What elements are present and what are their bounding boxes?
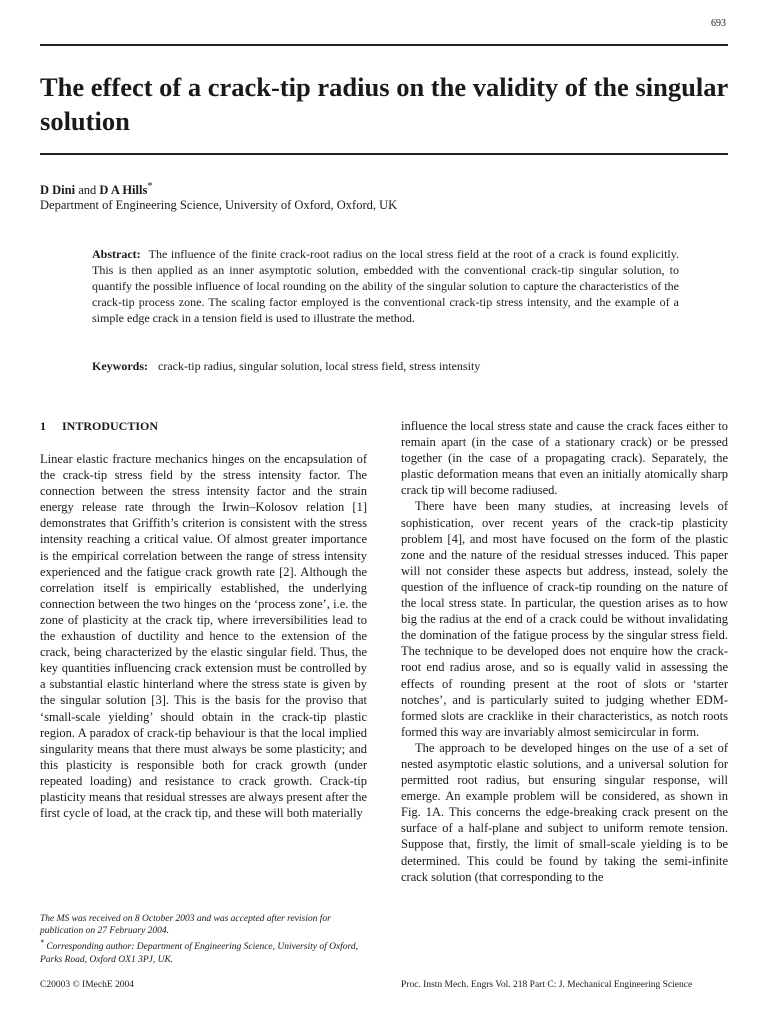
title-rule: [40, 153, 728, 155]
affiliation: Department of Engineering Science, University of Oxford, Oxford, UK: [40, 198, 398, 212]
footer-journal: Proc. Instn Mech. Engrs Vol. 218 Part C: J. Mechanical Engineering Science: [401, 980, 693, 990]
footnote-corresponding: [40, 937, 375, 966]
abstract-label: Abstract:: [92, 247, 141, 261]
keywords-label: Keywords:: [92, 359, 148, 373]
footnote-received: The MS was received on 8 October 2003 and was accepted after revision for publication on 27 February 2004.: [40, 914, 331, 937]
page-number: 693: [711, 18, 726, 29]
top-rule: [40, 44, 728, 46]
section-title: INTRODUCTION: [62, 419, 159, 433]
keywords: [92, 358, 679, 374]
paragraph: influence the local stress state and cause the crack faces either to remain apart (in the case of a stationary crack) or be pressed together (in the case of a propagating crack). Separately, the plastic deformation means that even an initially atomically sharp crack tip will become radiused.: [401, 419, 728, 498]
abstract-text: The influence of the finite crack-root radius on the local stress field at the root of a crack is found explicitly. This is then applied as an inner asymptotic solution, embedded with the conventional crack-tip singular solution, to quantify the possible influence of local rounding on the ability of the singular solution to capture the characteristics of the crack-tip process zone. The scaling factor employed is the conventional crack-tip stress intensity, and the example of a simple edge crack in a tension field is used to illustrate the method.: [92, 247, 679, 325]
left-column: [40, 418, 367, 821]
section-number: 1: [40, 419, 46, 433]
paragraph: The approach to be developed hinges on the use of a set of nested asymptotic elastic solutions, and a universal solution for permitted root radius, but ensuring singular response, will emerge. An example problem will be considered, as shown in Fig. 1A. This concerns the edge-breaking crack present on the surface of a half-plane and subject to uniform remote tension. Suppose that, firstly, the limit of small-scale yielding is to be determined. This could be found by taking the semi-infinite crack solution (that corresponding to the: [401, 740, 728, 884]
footnote-mark: *: [40, 938, 44, 948]
paper-title: The effect of a crack-tip radius on the validity of the singular solution: [40, 72, 728, 136]
paragraph: There have been many studies, at increasing levels of sophistication, over recent years of the crack-tip plasticity problem [4], and most have focused on the form of the plastic zone and the nature of the residual stresses induced. This paper will not consider these aspects but address, instead, solely the question of the influence of crack-tip rounding on the nature of the local stress state. In particular, the question arises as to how big the radius at the end of a crack could be without invalidating the domination of the fatigue process by the singular stress field. The technique to be developed does not enquire how the crack-root end radius arose, and so is equally valid in assessing the effects of rounding present at the root of slots or ‘starter notches’, and is particularly suited to judging whether EDM-formed slots are cracklike in their characteristics, as notch roots formed this way are invariably almost semicircular in form.: [401, 499, 728, 739]
abstract: [92, 246, 679, 326]
author-1: D Dini: [40, 183, 76, 198]
corresponding-mark: *: [147, 181, 153, 192]
author-2: D A Hills: [99, 183, 148, 198]
keywords-text: crack-tip radius, singular solution, local stress field, stress intensity: [158, 359, 481, 373]
footnote-corresponding-text: Corresponding author: Department of Engineering Science, University of Oxford, Parks Road, Oxford OX1 3PJ, UK.: [40, 942, 359, 965]
paragraph: Linear elastic fracture mechanics hinges on the encapsulation of the crack-tip stress field by the stress intensity factor. The connection between the stress intensity factor and the strain energy release rate through the Irwin–Kolosov relation [1] demonstrates that Griffith’s criterion is consistent with the stress intensity reaching a critical value. Of almost greater importance is the empirical correlation between the range of stress intensity experienced and the fatigue crack growth rate [2]. Although the correlation itself is empirically established, the underlying connection between the two hinges on the ‘process zone’, i.e. the zone of plasticity at the crack tip, where irreversibilities lead to the exhaustion of ductility and hence to the extension of the crack, being characterized by the elastic singular field. Thus, the key quantities influencing crack extension must be controlled by a substantial elastic hinterland where the stress state is given by the singular solution [3]. This is the basis for the proviso that ‘small-scale yielding’ should obtain in the crack-tip plastic region. A paradox of crack-tip behaviour is that the local implied singularity means that there must always be some plasticity; and this plasticity is responsible both for crack growth (under repeated loading) and resistance to crack growth. Crack-tip plasticity means that residual stresses are always present after the first cycle of load, at the crack tip, and these will both materially: [40, 452, 367, 821]
right-column: [401, 418, 728, 885]
section-heading: [40, 418, 367, 434]
footer-copyright: C20003 © IMechE 2004: [40, 980, 135, 990]
author-connector: and: [75, 183, 100, 198]
footnotes: [40, 913, 375, 966]
